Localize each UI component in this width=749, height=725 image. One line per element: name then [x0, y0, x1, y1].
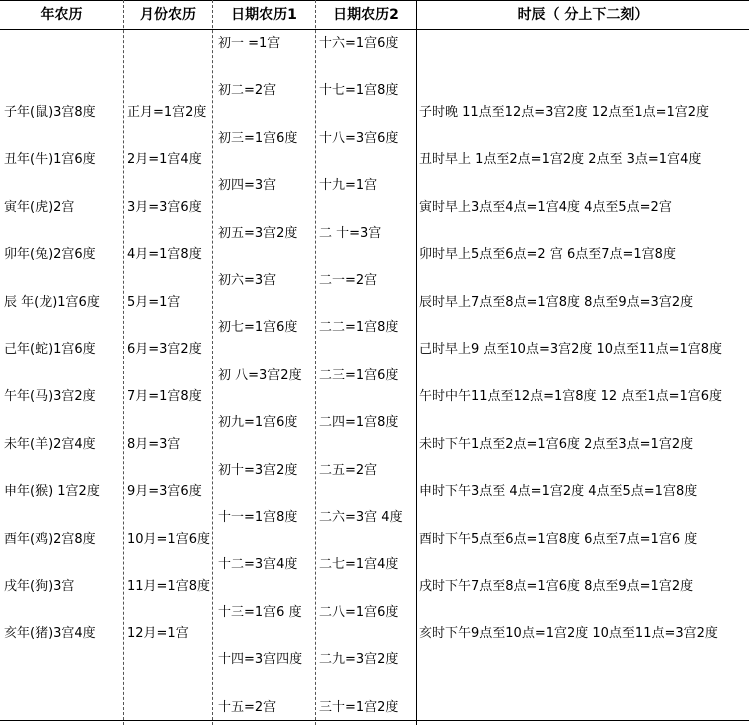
year-cell: 丑年(牛)1宫6度: [4, 152, 96, 167]
day-cell: 十一=1宫8度: [218, 510, 298, 525]
day-cell: 二 十=3宫: [319, 226, 382, 241]
day-cell: 二六=3宫 4度: [319, 510, 403, 525]
year-cell: 卯年(兔)2宫6度: [4, 247, 96, 262]
year-cell: 未年(羊)2宫4度: [4, 437, 96, 452]
day-cell: 十六=1宫6度: [319, 36, 399, 51]
hour-cell: 戌时下午7点至8点=1宫6度 8点至9点=1宫2度: [419, 579, 694, 594]
header-year-lunar: 年农历: [40, 7, 83, 23]
month-cell: 12月=1宫: [127, 626, 189, 641]
day-cell: 十五=2宫: [218, 700, 277, 715]
day-cell: 二七=1宫4度: [319, 557, 399, 572]
column-divider: [212, 0, 213, 725]
year-cell: 酉年(鸡)2宫8度: [4, 532, 96, 547]
year-cell: 午年(马)3宫2度: [4, 389, 96, 404]
month-cell: 2月=1宫4度: [127, 152, 202, 167]
day-cell: 二二=1宫8度: [319, 320, 399, 335]
day-cell: 二八=1宫6度: [319, 605, 399, 620]
day-cell: 初五=3宫2度: [218, 226, 298, 241]
hour-cell: 寅时早上3点至4点=1宫4度 4点至5点=2宫: [419, 200, 672, 215]
column-divider: [416, 0, 417, 725]
year-cell: 申年(猴) 1宫2度: [4, 484, 100, 499]
day-cell: 二九=3宫2度: [319, 652, 399, 667]
column-divider: [315, 0, 316, 725]
day-cell: 十八=3宫6度: [319, 131, 399, 146]
day-cell: 初六=3宫: [218, 273, 277, 288]
month-cell: 9月=3宫6度: [127, 484, 202, 499]
day-cell: 十二=3宫4度: [218, 557, 298, 572]
year-cell: 己年(蛇)1宫6度: [4, 342, 96, 357]
header-day-lunar-1: 日期农历1: [231, 7, 297, 23]
day-cell: 二一=2宫: [319, 273, 378, 288]
day-cell: 初一 =1宫: [218, 36, 281, 51]
day-cell: 十九=1宫: [319, 178, 378, 193]
month-cell: 11月=1宫8度: [127, 579, 210, 594]
table-bottom-border: [0, 720, 749, 721]
year-cell: 戌年(狗)3宫: [4, 579, 75, 594]
hour-cell: 申时下午3点至 4点=1宫2度 4点至5点=1宫8度: [419, 484, 698, 499]
day-cell: 二三=1宫6度: [319, 368, 399, 383]
header-month-lunar: 月份农历: [140, 7, 196, 23]
hour-cell: 丑时早上 1点至2点=1宫2度 2点至 3点=1宫4度: [419, 152, 702, 167]
hour-cell: 亥时下午9点至10点=1宫2度 10点至11点=3宫2度: [419, 626, 718, 641]
day-cell: 初四=3宫: [218, 178, 277, 193]
month-cell: 6月=3宫2度: [127, 342, 202, 357]
year-cell: 寅年(虎)2宫: [4, 200, 75, 215]
hour-cell: 辰时早上7点至8点=1宫8度 8点至9点=3宫2度: [419, 295, 694, 310]
header-hours: 时辰（ 分上下二刻）: [517, 7, 649, 23]
day-cell: 十七=1宫8度: [319, 83, 399, 98]
hour-cell: 己时早上9 点至10点=3宫2度 10点至11点=1宫8度: [419, 342, 723, 357]
hour-cell: 卯时早上5点至6点=2 宫 6点至7点=1宫8度: [419, 247, 676, 262]
day-cell: 初二=2宫: [218, 83, 277, 98]
month-cell: 10月=1宫6度: [127, 532, 210, 547]
day-cell: 十三=1宫6 度: [218, 605, 302, 620]
day-cell: 二四=1宫8度: [319, 415, 399, 430]
day-cell: 初三=1宫6度: [218, 131, 298, 146]
month-cell: 正月=1宫2度: [127, 105, 207, 120]
year-cell: 子年(鼠)3宫8度: [4, 105, 96, 120]
day-cell: 初 八=3宫2度: [218, 368, 302, 383]
month-cell: 8月=3宫: [127, 437, 181, 452]
day-cell: 二五=2宫: [319, 463, 378, 478]
year-cell: 辰 年(龙)1宫6度: [4, 295, 100, 310]
hour-cell: 酉时下午5点至6点=1宫8度 6点至7点=1宫6 度: [419, 532, 698, 547]
month-cell: 4月=1宫8度: [127, 247, 202, 262]
year-cell: 亥年(猪)3宫4度: [4, 626, 96, 641]
month-cell: 3月=3宫6度: [127, 200, 202, 215]
header-day-lunar-2: 日期农历2: [333, 7, 399, 23]
hour-cell: 午时中午11点至12点=1宫8度 12 点至1点=1宫6度: [419, 389, 723, 404]
hour-cell: 子时晚 11点至12点=3宫2度 12点至1点=1宫2度: [419, 105, 710, 120]
day-cell: 初七=1宫6度: [218, 320, 298, 335]
month-cell: 5月=1宫: [127, 295, 181, 310]
month-cell: 7月=1宫8度: [127, 389, 202, 404]
day-cell: 三十=1宫2度: [319, 700, 399, 715]
day-cell: 十四=3宫四度: [218, 652, 303, 667]
column-divider: [123, 0, 124, 725]
day-cell: 初九=1宫6度: [218, 415, 298, 430]
hour-cell: 未时下午1点至2点=1宫6度 2点至3点=1宫2度: [419, 437, 694, 452]
day-cell: 初十=3宫2度: [218, 463, 298, 478]
